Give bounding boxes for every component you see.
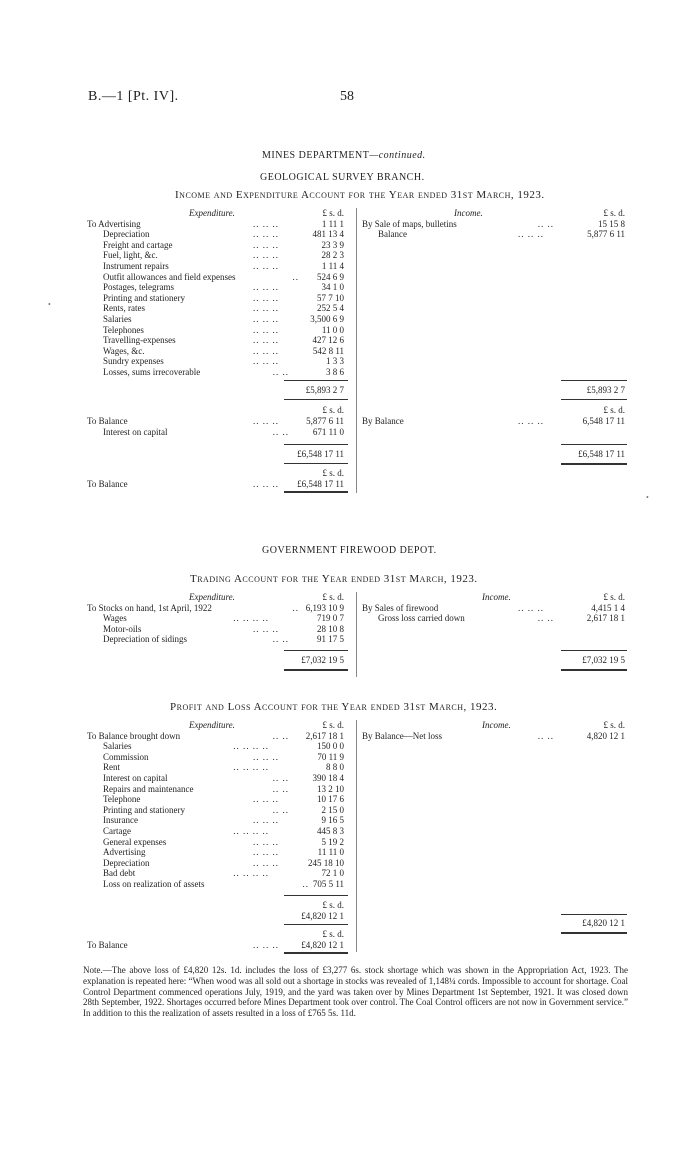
ledger-row: Postages, telegrams .. .. .. 34 1 0 <box>103 282 344 293</box>
row-amount: 6,548 17 11 <box>582 416 625 426</box>
lsd-header: £ s. d. <box>603 720 625 730</box>
ledger-row: Bad debt .. .. .. .. 72 1 0 <box>103 868 344 879</box>
rule <box>284 491 348 493</box>
row-amount: 1 11 1 <box>321 218 344 229</box>
row-label: To Balance brought down <box>87 730 181 741</box>
pl-total-right: £4,820 12 1 <box>582 918 625 928</box>
rule <box>284 669 348 671</box>
row-amount: 5,877 6 11 <box>306 416 344 426</box>
row-amount: 11 0 0 <box>321 324 344 335</box>
ledger-row: To Balance .. .. .. £6,548 17 11 <box>87 479 344 489</box>
row-label: Cartage <box>103 825 131 836</box>
geological-income-side <box>362 208 627 459</box>
expenditure-header <box>87 592 352 603</box>
ledger-row: By Balance—Net loss .. .. 4,820 12 1 <box>362 730 625 741</box>
ledger-row: Losses, sums irrecoverable .. .. 3 8 6 <box>103 366 344 377</box>
rule <box>561 914 627 915</box>
ledger-row: To Balance .. .. .. £4,820 12 1 <box>87 940 344 950</box>
row-amount: 390 18 4 <box>312 772 344 783</box>
lsd-header: £ s. d. <box>322 929 344 939</box>
row-amount: 57 7 10 <box>317 292 344 303</box>
row-label: To Balance <box>87 479 128 489</box>
rule <box>561 380 627 381</box>
pl-income-side <box>362 720 627 928</box>
ledger-row: Depreciation of sidings .. .. 91 17 5 <box>103 634 344 645</box>
lsd-header: £ s. d. <box>322 900 344 910</box>
row-amount: 671 11 0 <box>312 427 344 437</box>
income-caption: Income. <box>482 720 511 730</box>
ledger-row: Printing and stationery .. .. 2 15 0 <box>103 804 344 815</box>
print-mark: • <box>48 300 51 309</box>
geological-expenditure-side <box>87 208 352 489</box>
row-label: Depreciation <box>103 229 150 240</box>
profit-loss-ledger <box>87 720 627 960</box>
trading-account-title: Trading Account for the Year ended 31st March, 1923. <box>190 573 478 585</box>
row-label: Postages, telegrams <box>103 282 174 293</box>
ledger-row: Cartage .. .. .. .. 445 8 3 <box>103 825 344 836</box>
ledger-row: By Balance .. .. .. 6,548 17 11 <box>362 416 625 426</box>
income-caption: Income. <box>454 208 483 218</box>
geological-account-title: Income and Expenditure Account for the Year ended 31st March, 1923. <box>175 189 545 201</box>
row-label: Travelling-expenses <box>103 335 176 346</box>
row-amount: 2 15 0 <box>321 804 344 815</box>
row-label: Rents, rates <box>103 303 145 314</box>
geological-total2-right: £6,548 17 11 <box>578 449 625 459</box>
rule <box>561 650 627 651</box>
row-amount: 3,500 6 9 <box>310 313 344 324</box>
rule <box>284 650 348 651</box>
row-label: To Advertising <box>87 218 141 229</box>
rule <box>284 380 348 381</box>
row-amount: 719 0 7 <box>317 613 344 624</box>
rule <box>561 463 627 465</box>
row-amount: 4,820 12 1 <box>586 730 625 741</box>
ledger-row: Instrument repairs .. .. .. 1 11 4 <box>103 260 344 271</box>
expenditure-header <box>87 720 352 731</box>
row-label: Depreciation of sidings <box>103 634 187 645</box>
ledger-row: Gross loss carried down .. .. 2,617 18 1 <box>378 613 625 624</box>
row-label: Telephone <box>103 794 141 805</box>
row-amount: 427 12 6 <box>312 335 344 346</box>
row-amount: 72 1 0 <box>321 868 344 879</box>
row-amount: 70 11 9 <box>317 751 344 762</box>
row-label: Rent <box>103 762 120 773</box>
ledger-row: Wages .. .. .. .. 719 0 7 <box>103 613 344 624</box>
row-amount: £4,820 12 1 <box>301 940 344 950</box>
lsd-header: £ s. d. <box>603 208 625 218</box>
geological-ledger <box>87 208 627 498</box>
row-amount: 34 1 0 <box>321 282 344 293</box>
expenditure-caption: Expenditure. <box>189 592 235 602</box>
rule <box>284 399 348 400</box>
pl-expenditure-side <box>87 720 352 950</box>
row-amount: 13 2 10 <box>317 783 344 794</box>
ledger-row: Depreciation .. .. .. 245 18 10 <box>103 857 344 868</box>
ledger-row: Rent .. .. .. .. 8 8 0 <box>103 762 344 773</box>
trading-total-right: £7,032 19 5 <box>582 655 625 665</box>
row-label: Telephones <box>103 324 144 335</box>
income-caption: Income. <box>482 592 511 602</box>
expenditure-caption: Expenditure. <box>189 720 235 730</box>
row-label: Insurance <box>103 815 138 826</box>
geological-total2-left: £6,548 17 11 <box>297 449 344 459</box>
ledger-row: Telephone .. .. .. 10 17 6 <box>103 794 344 805</box>
row-label: Instrument repairs <box>103 260 169 271</box>
row-amount: 6,193 10 9 <box>305 602 344 613</box>
ledger-row: Freight and cartage .. .. .. 23 3 9 <box>103 239 344 250</box>
print-mark: • <box>646 493 649 502</box>
trading-total-left: £7,032 19 5 <box>301 655 344 665</box>
row-label: General expenses <box>103 836 167 847</box>
ledger-row: Travelling-expenses .. .. .. 427 12 6 <box>103 335 344 346</box>
row-amount: 2,617 18 1 <box>305 730 344 741</box>
lsd-header: £ s. d. <box>322 208 344 218</box>
row-label: Wages <box>103 613 127 624</box>
rule <box>561 444 627 445</box>
trading-income-side <box>362 592 627 665</box>
row-label: To Stocks on hand, 1st April, 1922 <box>87 602 212 613</box>
ledger-row: Motor-oils .. .. .. 28 10 8 <box>103 623 344 634</box>
row-label: Salaries <box>103 313 132 324</box>
row-label: Loss on realization of assets <box>103 878 205 889</box>
rule <box>284 444 348 445</box>
ledger-row: Telephones .. .. .. 11 0 0 <box>103 324 344 335</box>
row-label: Gross loss carried down <box>378 613 465 624</box>
ledger-divider <box>356 208 357 493</box>
row-label: Freight and cartage <box>103 239 173 250</box>
rule <box>561 932 627 934</box>
income-header <box>362 720 627 731</box>
row-label: Depreciation <box>103 857 150 868</box>
row-label: To Balance <box>87 416 128 426</box>
income-header <box>362 208 627 219</box>
row-label: Salaries <box>103 741 132 752</box>
row-label: By Balance—Net loss <box>362 730 442 741</box>
ledger-row: Insurance .. .. .. 9 16 5 <box>103 815 344 826</box>
row-amount: 5,877 6 11 <box>587 229 625 240</box>
income-header <box>362 592 627 603</box>
row-amount: 542 8 11 <box>312 345 344 356</box>
ledger-row: Loss on realization of assets .. 705 5 11 <box>103 878 344 889</box>
row-amount: 2,617 18 1 <box>586 613 625 624</box>
row-amount: 4,415 1 4 <box>591 602 625 613</box>
row-amount: £6,548 17 11 <box>297 479 344 489</box>
rule <box>561 399 627 400</box>
trading-expenditure-side <box>87 592 352 665</box>
firewood-depot-title: GOVERNMENT FIREWOOD DEPOT. <box>262 545 437 556</box>
ledger-row: To Stocks on hand, 1st April, 1922 .. 6,193 10 9 <box>87 602 344 613</box>
ledger-row: Balance .. .. .. 5,877 6 11 <box>378 229 625 240</box>
lsd-header: £ s. d. <box>322 468 344 478</box>
row-label: Outfit allowances and field expenses <box>103 271 236 282</box>
row-label: By Sales of firewood <box>362 602 439 613</box>
ledger-row: Salaries .. .. .. 3,500 6 9 <box>103 313 344 324</box>
row-amount: 1 3 3 <box>326 356 344 367</box>
row-amount: 252 5 4 <box>317 303 344 314</box>
rule <box>284 952 348 954</box>
row-amount: 150 0 0 <box>317 741 344 752</box>
expenditure-caption: Expenditure. <box>189 208 235 218</box>
ledger-row: Salaries .. .. .. .. 150 0 0 <box>103 741 344 752</box>
row-amount: 5 19 2 <box>321 836 344 847</box>
ledger-divider <box>356 592 357 677</box>
ledger-row: Repairs and maintenance .. .. 13 2 10 <box>103 783 344 794</box>
row-label: Bad debt <box>103 868 136 879</box>
explanatory-note: Note.—The above loss of £4,820 12s. 1d. includes the loss of £3,277 6s. stock shortage which was shown in the Appropriation Act, 1923. The explanation is repeated here: “When wood was all sold out a shortage in stocks was revealed of 1,148¼ cords. Impossible to account for shortage. Coal Control Department commenced operations July, 1919, and the yard was taken over by Mines Department 1st September, 1921. It was closed down 28th September, 1922. Shortages occurred before Mines Department took over control. The Coal Control officers are not now in Government service.” In addition to this the realization of assets resulted in a loss of £765 5s. 11d. <box>83 965 628 1019</box>
ledger-row: Fuel, light, &c. .. .. .. 28 2 3 <box>103 250 344 261</box>
row-label: Balance <box>378 229 407 240</box>
row-amount: 3 8 6 <box>326 366 344 377</box>
row-label: Fuel, light, &c. <box>103 250 158 261</box>
geological-branch-title: GEOLOGICAL SURVEY BRANCH. <box>260 172 425 183</box>
ledger-row: Rents, rates .. .. .. 252 5 4 <box>103 303 344 314</box>
ledger-divider <box>356 720 357 952</box>
row-label: Advertising <box>103 847 146 858</box>
row-amount: 23 3 9 <box>321 239 344 250</box>
row-label: Wages, &c. <box>103 345 145 356</box>
page-header-reference: B.—1 [Pt. IV]. <box>88 89 179 104</box>
ledger-row: By Sale of maps, bulletins .. .. 15 15 8 <box>362 218 625 229</box>
row-amount: 1 11 4 <box>321 260 344 271</box>
rule <box>561 669 627 671</box>
row-label: By Balance <box>362 416 404 426</box>
ledger-row: Advertising .. .. .. 11 11 0 <box>103 847 344 858</box>
ledger-row: Depreciation .. .. .. 481 13 4 <box>103 229 344 240</box>
rule <box>284 895 348 896</box>
row-amount: 8 8 0 <box>326 762 344 773</box>
row-amount: 28 2 3 <box>321 250 344 261</box>
ledger-row: Interest on capital .. .. 671 11 0 <box>103 427 344 437</box>
row-label: Printing and stationery <box>103 292 185 303</box>
lsd-header: £ s. d. <box>603 592 625 602</box>
department-continued: —continued. <box>369 150 426 161</box>
row-amount: 481 13 4 <box>312 229 344 240</box>
lsd-header: £ s. d. <box>603 405 625 415</box>
ledger-row: Wages, &c. .. .. .. 542 8 11 <box>103 345 344 356</box>
ledger-row: Sundry expenses .. .. .. 1 3 3 <box>103 356 344 367</box>
ledger-row: Printing and stationery .. .. .. 57 7 10 <box>103 292 344 303</box>
profit-loss-title: Profit and Loss Account for the Year ended 31st March, 1923. <box>170 701 498 713</box>
row-amount: 245 18 10 <box>308 857 344 868</box>
department-title <box>262 150 426 161</box>
lsd-header: £ s. d. <box>322 592 344 602</box>
row-label: Commission <box>103 751 149 762</box>
row-amount: 15 15 8 <box>598 218 625 229</box>
row-amount: 11 11 0 <box>317 847 344 858</box>
expenditure-header <box>87 208 352 219</box>
ledger-row: General expenses .. .. .. 5 19 2 <box>103 836 344 847</box>
row-label: Interest on capital <box>103 427 168 437</box>
row-amount: 524 6 9 <box>317 271 344 282</box>
rule <box>284 924 348 925</box>
ledger-row: Outfit allowances and field expenses .. 524 6 9 <box>103 271 344 282</box>
page-number: 58 <box>340 89 354 104</box>
row-label: Sundry expenses <box>103 356 164 367</box>
department-title-text: MINES DEPARTMENT <box>262 150 370 161</box>
ledger-row: Interest on capital .. .. 390 18 4 <box>103 772 344 783</box>
geological-total-left: £5,893 2 7 <box>305 385 344 395</box>
row-label: Printing and stationery <box>103 804 185 815</box>
lsd-header: £ s. d. <box>322 405 344 415</box>
pl-total-left: £4,820 12 1 <box>301 911 344 921</box>
row-amount: 28 10 8 <box>317 623 344 634</box>
ledger-row: To Advertising .. .. .. 1 11 1 <box>87 218 344 229</box>
row-label: To Balance <box>87 940 128 950</box>
row-label: Repairs and maintenance <box>103 783 194 794</box>
row-amount: 91 17 5 <box>317 634 344 645</box>
geological-total-right: £5,893 2 7 <box>586 385 625 395</box>
lsd-header: £ s. d. <box>322 720 344 730</box>
ledger-row: Commission .. .. .. 70 11 9 <box>103 751 344 762</box>
row-label: Motor-oils <box>103 623 142 634</box>
row-label: Interest on capital <box>103 772 168 783</box>
row-amount: 10 17 6 <box>317 794 344 805</box>
row-amount: 705 5 11 <box>312 878 344 889</box>
rule <box>284 463 348 464</box>
ledger-row: To Balance .. .. .. 5,877 6 11 <box>87 416 344 426</box>
row-amount: 445 8 3 <box>317 825 344 836</box>
row-amount: 9 16 5 <box>321 815 344 826</box>
ledger-row: To Balance brought down .. .. 2,617 18 1 <box>87 730 344 741</box>
row-label: By Sale of maps, bulletins <box>362 218 457 229</box>
row-label: Losses, sums irrecoverable <box>103 366 201 377</box>
ledger-row: By Sales of firewood .. .. .. 4,415 1 4 <box>362 602 625 613</box>
trading-ledger <box>87 592 627 682</box>
